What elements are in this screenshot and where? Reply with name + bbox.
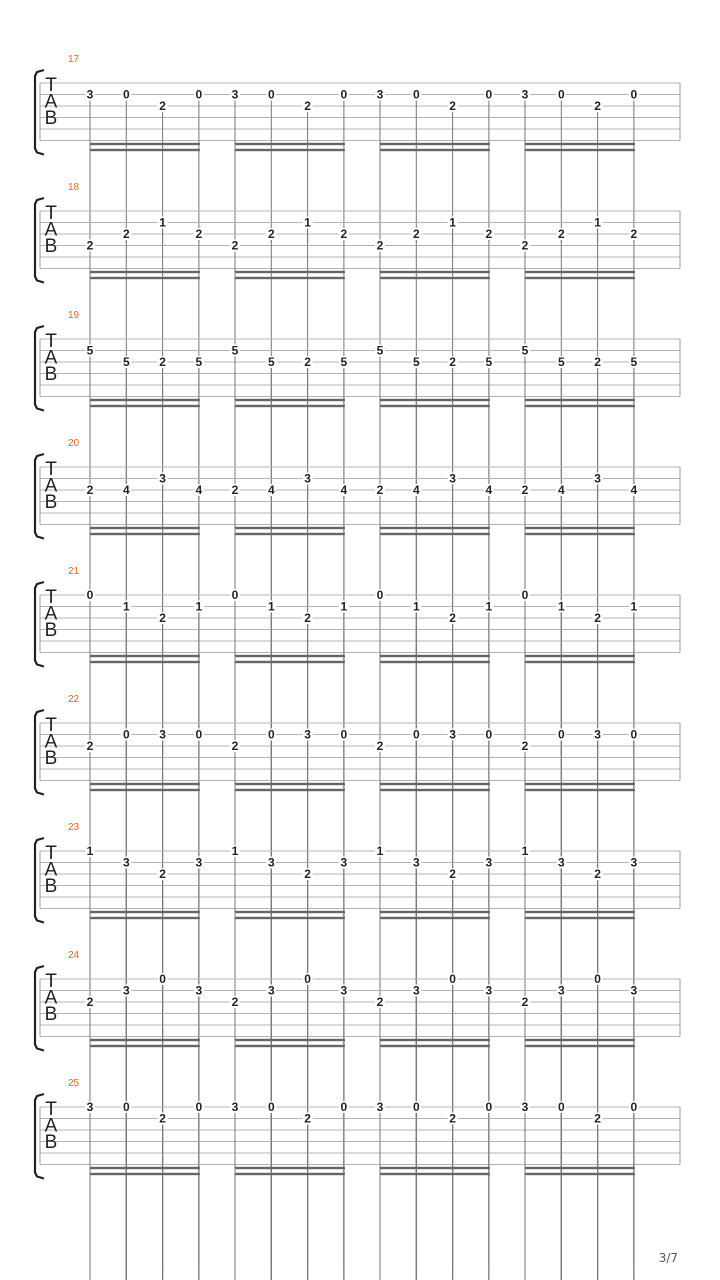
beam	[235, 277, 345, 279]
fret-number: 2	[159, 867, 166, 882]
tab-clef-letter: B	[44, 748, 58, 769]
fret-number: 0	[412, 727, 420, 742]
fret-number: 1	[521, 844, 529, 859]
tab-clef-letter: B	[44, 236, 58, 257]
beam	[525, 655, 635, 657]
beam	[235, 399, 345, 401]
fret-number: 1	[86, 844, 94, 859]
fret-number: 3	[159, 471, 166, 486]
beam	[235, 1173, 345, 1175]
fret-number: 3	[630, 983, 638, 998]
fret-number: 2	[122, 227, 130, 242]
beam	[90, 527, 200, 529]
fret-number: 2	[376, 739, 384, 754]
fret-number: 2	[86, 483, 94, 498]
tab-clef-letter: A	[44, 603, 58, 625]
tab-clef-letter: A	[44, 1115, 58, 1137]
measure-number: 17	[68, 54, 80, 65]
beam	[380, 143, 490, 145]
beam	[90, 1039, 200, 1041]
fret-number: 0	[412, 87, 420, 102]
beam	[525, 527, 635, 529]
fret-number: 5	[86, 343, 94, 358]
beam	[525, 405, 635, 407]
fret-number: 2	[304, 867, 311, 882]
beam	[525, 1045, 635, 1047]
beam	[525, 1167, 635, 1169]
tab-system	[35, 438, 680, 1011]
tab-system	[35, 54, 680, 243]
fret-number: 3	[86, 1100, 94, 1115]
tab-clef-letter: T	[45, 75, 57, 96]
beam	[90, 399, 200, 401]
fret-number: 2	[594, 611, 601, 626]
fret-number: 2	[159, 1111, 166, 1126]
beam	[380, 1167, 490, 1169]
beam	[525, 533, 635, 535]
fret-number: 3	[122, 855, 130, 870]
beam	[525, 149, 635, 151]
fret-number: 2	[449, 355, 456, 370]
beam	[235, 917, 345, 919]
fret-number: 1	[122, 599, 130, 614]
fret-number: 1	[557, 599, 565, 614]
fret-number: 2	[594, 1111, 601, 1126]
fret-number: 0	[195, 727, 203, 742]
fret-number: 3	[521, 1100, 529, 1115]
tab-clef-letter: T	[45, 715, 57, 736]
fret-number: 0	[267, 727, 275, 742]
fret-number: 4	[122, 483, 130, 498]
beam	[380, 527, 490, 529]
fret-number: 2	[304, 99, 311, 114]
tab-clef-letter: T	[45, 203, 57, 224]
fret-number: 2	[521, 739, 529, 754]
beam	[525, 143, 635, 145]
beam	[380, 533, 490, 535]
beam	[90, 149, 200, 151]
beam	[525, 277, 635, 279]
fret-number: 0	[412, 1100, 420, 1115]
tab-system	[35, 694, 680, 1280]
fret-number: 0	[267, 87, 275, 102]
fret-number: 3	[594, 471, 601, 486]
beam	[90, 1045, 200, 1047]
fret-number: 2	[195, 227, 203, 242]
tab-clef-letter: A	[44, 219, 58, 241]
beam	[525, 911, 635, 913]
fret-number: 1	[412, 599, 420, 614]
fret-number: 0	[304, 972, 311, 987]
fret-number: 2	[159, 99, 166, 114]
fret-number: 1	[304, 215, 311, 230]
fret-number: 4	[630, 483, 638, 498]
beam	[380, 271, 490, 273]
fret-number: 3	[630, 855, 638, 870]
fret-number: 1	[376, 844, 384, 859]
fret-number: 5	[376, 343, 384, 358]
beam	[235, 911, 345, 913]
tab-clef-letter: B	[44, 364, 58, 385]
measure-number: 25	[68, 1078, 80, 1089]
fret-number: 5	[485, 355, 493, 370]
fret-number: 2	[376, 483, 384, 498]
fret-number: 3	[376, 1100, 384, 1115]
fret-number: 3	[195, 855, 203, 870]
tab-clef-letter: B	[44, 1004, 58, 1025]
fret-number: 2	[231, 739, 239, 754]
fret-number: 2	[557, 227, 565, 242]
fret-number: 4	[195, 483, 203, 498]
fret-number: 5	[122, 355, 130, 370]
beam	[90, 277, 200, 279]
beam	[235, 655, 345, 657]
beam	[525, 661, 635, 663]
fret-number: 3	[340, 855, 348, 870]
fret-number: 2	[159, 611, 166, 626]
fret-number: 3	[449, 471, 456, 486]
fret-number: 2	[449, 867, 456, 882]
fret-number: 3	[521, 87, 529, 102]
fret-number: 5	[231, 343, 239, 358]
fret-number: 5	[521, 343, 529, 358]
fret-number: 0	[122, 87, 130, 102]
fret-number: 0	[195, 1100, 203, 1115]
fret-number: 2	[594, 99, 601, 114]
tab-clef-letter: T	[45, 331, 57, 352]
fret-number: 3	[412, 855, 420, 870]
fret-number: 3	[485, 983, 493, 998]
fret-number: 3	[122, 983, 130, 998]
fret-number: 2	[231, 483, 239, 498]
beam	[235, 533, 345, 535]
fret-number: 2	[449, 99, 456, 114]
fret-number: 2	[340, 227, 348, 242]
beam	[380, 399, 490, 401]
beam	[380, 1173, 490, 1175]
tab-system	[35, 310, 680, 755]
fret-number: 3	[412, 983, 420, 998]
tab-clef-letter: T	[45, 843, 57, 864]
measure-number: 21	[68, 566, 80, 577]
beam	[235, 149, 345, 151]
fret-number: 1	[630, 599, 638, 614]
tab-clef-letter: B	[44, 108, 58, 129]
fret-number: 4	[485, 483, 493, 498]
fret-number: 2	[449, 611, 456, 626]
measure-number: 24	[68, 950, 80, 961]
fret-number: 0	[122, 727, 130, 742]
measure-number: 23	[68, 822, 80, 833]
tab-system	[35, 1078, 680, 1280]
measure-number: 20	[68, 438, 80, 449]
beam	[90, 783, 200, 785]
beam	[235, 1045, 345, 1047]
beam	[525, 1173, 635, 1175]
measure-number: 22	[68, 694, 80, 705]
beam	[90, 1167, 200, 1169]
fret-number: 0	[231, 588, 239, 603]
fret-number: 0	[521, 588, 529, 603]
beam	[235, 661, 345, 663]
page-number: 3/7	[658, 1251, 678, 1265]
beam	[525, 789, 635, 791]
fret-number: 2	[231, 238, 239, 253]
fret-number: 3	[304, 471, 311, 486]
beam	[380, 789, 490, 791]
fret-number: 5	[267, 355, 275, 370]
beam	[235, 789, 345, 791]
tab-system	[35, 566, 680, 1267]
fret-number: 2	[521, 995, 529, 1010]
tab-system	[35, 182, 680, 499]
fret-number: 4	[557, 483, 565, 498]
fret-number: 0	[485, 1100, 493, 1115]
fret-number: 0	[630, 1100, 638, 1115]
beam	[380, 655, 490, 657]
fret-number: 1	[231, 844, 239, 859]
fret-number: 2	[594, 867, 601, 882]
tab-clef-letter: A	[44, 859, 58, 881]
tab-clef-letter: B	[44, 492, 58, 513]
fret-number: 2	[521, 483, 529, 498]
beam	[235, 1039, 345, 1041]
fret-number: 2	[231, 995, 239, 1010]
fret-number: 2	[86, 238, 94, 253]
beam	[380, 1045, 490, 1047]
fret-number: 0	[485, 727, 493, 742]
fret-number: 1	[267, 599, 275, 614]
tab-clef-letter: B	[44, 1132, 58, 1153]
fret-number: 2	[594, 355, 601, 370]
beam	[380, 149, 490, 151]
measure-number: 18	[68, 182, 80, 193]
beam	[525, 783, 635, 785]
tab-clef-letter: T	[45, 587, 57, 608]
fret-number: 1	[340, 599, 348, 614]
beam	[90, 405, 200, 407]
fret-number: 2	[412, 227, 420, 242]
fret-number: 0	[630, 87, 638, 102]
beam	[525, 271, 635, 273]
fret-number: 2	[376, 995, 384, 1010]
fret-number: 4	[267, 483, 275, 498]
fret-number: 3	[557, 855, 565, 870]
tab-clef-letter: T	[45, 971, 57, 992]
fret-number: 3	[304, 727, 311, 742]
beam	[90, 533, 200, 535]
fret-number: 2	[485, 227, 493, 242]
beam	[90, 143, 200, 145]
beam	[90, 655, 200, 657]
fret-number: 0	[340, 727, 348, 742]
fret-number: 2	[86, 739, 94, 754]
beam	[235, 1167, 345, 1169]
fret-number: 0	[86, 588, 94, 603]
tab-system	[35, 822, 680, 1280]
beam	[380, 911, 490, 913]
fret-number: 5	[557, 355, 565, 370]
tab-clef-letter: A	[44, 475, 58, 497]
fret-number: 5	[630, 355, 638, 370]
beam	[525, 399, 635, 401]
fret-number: 5	[340, 355, 348, 370]
fret-number: 2	[376, 238, 384, 253]
fret-number: 0	[630, 727, 638, 742]
fret-number: 3	[267, 855, 275, 870]
fret-number: 2	[449, 1111, 456, 1126]
beam	[90, 917, 200, 919]
fret-number: 0	[122, 1100, 130, 1115]
fret-number: 0	[340, 87, 348, 102]
fret-number: 3	[449, 727, 456, 742]
fret-number: 0	[557, 727, 565, 742]
fret-number: 0	[376, 588, 384, 603]
beam	[235, 527, 345, 529]
fret-number: 3	[340, 983, 348, 998]
fret-number: 1	[485, 599, 493, 614]
beam	[525, 917, 635, 919]
fret-number: 0	[557, 1100, 565, 1115]
tab-clef-letter: A	[44, 731, 58, 753]
fret-number: 0	[159, 972, 166, 987]
beam	[235, 143, 345, 145]
fret-number: 3	[231, 87, 239, 102]
beam	[90, 789, 200, 791]
fret-number: 0	[449, 972, 456, 987]
fret-number: 4	[340, 483, 348, 498]
fret-number: 2	[304, 1111, 311, 1126]
beam	[90, 911, 200, 913]
fret-number: 2	[267, 227, 275, 242]
fret-number: 2	[304, 611, 311, 626]
beam	[90, 1173, 200, 1175]
tab-clef-letter: B	[44, 876, 58, 897]
fret-number: 0	[340, 1100, 348, 1115]
fret-number: 5	[412, 355, 420, 370]
tab-clef-letter: T	[45, 459, 57, 480]
beam	[525, 1039, 635, 1041]
tab-clef-letter: A	[44, 91, 58, 113]
tab-system	[35, 950, 680, 1280]
fret-number: 0	[195, 87, 203, 102]
beam	[380, 1039, 490, 1041]
fret-number: 3	[376, 87, 384, 102]
beam	[380, 783, 490, 785]
fret-number: 4	[412, 483, 420, 498]
fret-number: 3	[159, 727, 166, 742]
fret-number: 3	[485, 855, 493, 870]
fret-number: 3	[267, 983, 275, 998]
beam	[235, 783, 345, 785]
beam	[380, 277, 490, 279]
beam	[380, 405, 490, 407]
fret-number: 3	[231, 1100, 239, 1115]
measure-number: 19	[68, 310, 80, 321]
fret-number: 2	[159, 355, 166, 370]
fret-number: 5	[195, 355, 203, 370]
fret-number: 2	[521, 238, 529, 253]
tab-clef-letter: T	[45, 1099, 57, 1120]
fret-number: 3	[557, 983, 565, 998]
beam	[380, 917, 490, 919]
beam	[380, 661, 490, 663]
beam	[90, 271, 200, 273]
fret-number: 0	[557, 87, 565, 102]
tab-clef-letter: A	[44, 987, 58, 1009]
fret-number: 2	[86, 995, 94, 1010]
fret-number: 1	[159, 215, 166, 230]
fret-number: 0	[594, 972, 601, 987]
fret-number: 3	[594, 727, 601, 742]
fret-number: 2	[304, 355, 311, 370]
tab-clef-letter: B	[44, 620, 58, 641]
fret-number: 3	[86, 87, 94, 102]
beam	[235, 405, 345, 407]
tab-clef-letter: A	[44, 347, 58, 369]
fret-number: 1	[195, 599, 203, 614]
fret-number: 1	[594, 215, 601, 230]
beam	[235, 271, 345, 273]
beam	[90, 661, 200, 663]
fret-number: 0	[485, 87, 493, 102]
fret-number: 0	[267, 1100, 275, 1115]
fret-number: 1	[449, 215, 456, 230]
fret-number: 3	[195, 983, 203, 998]
fret-number: 2	[630, 227, 638, 242]
